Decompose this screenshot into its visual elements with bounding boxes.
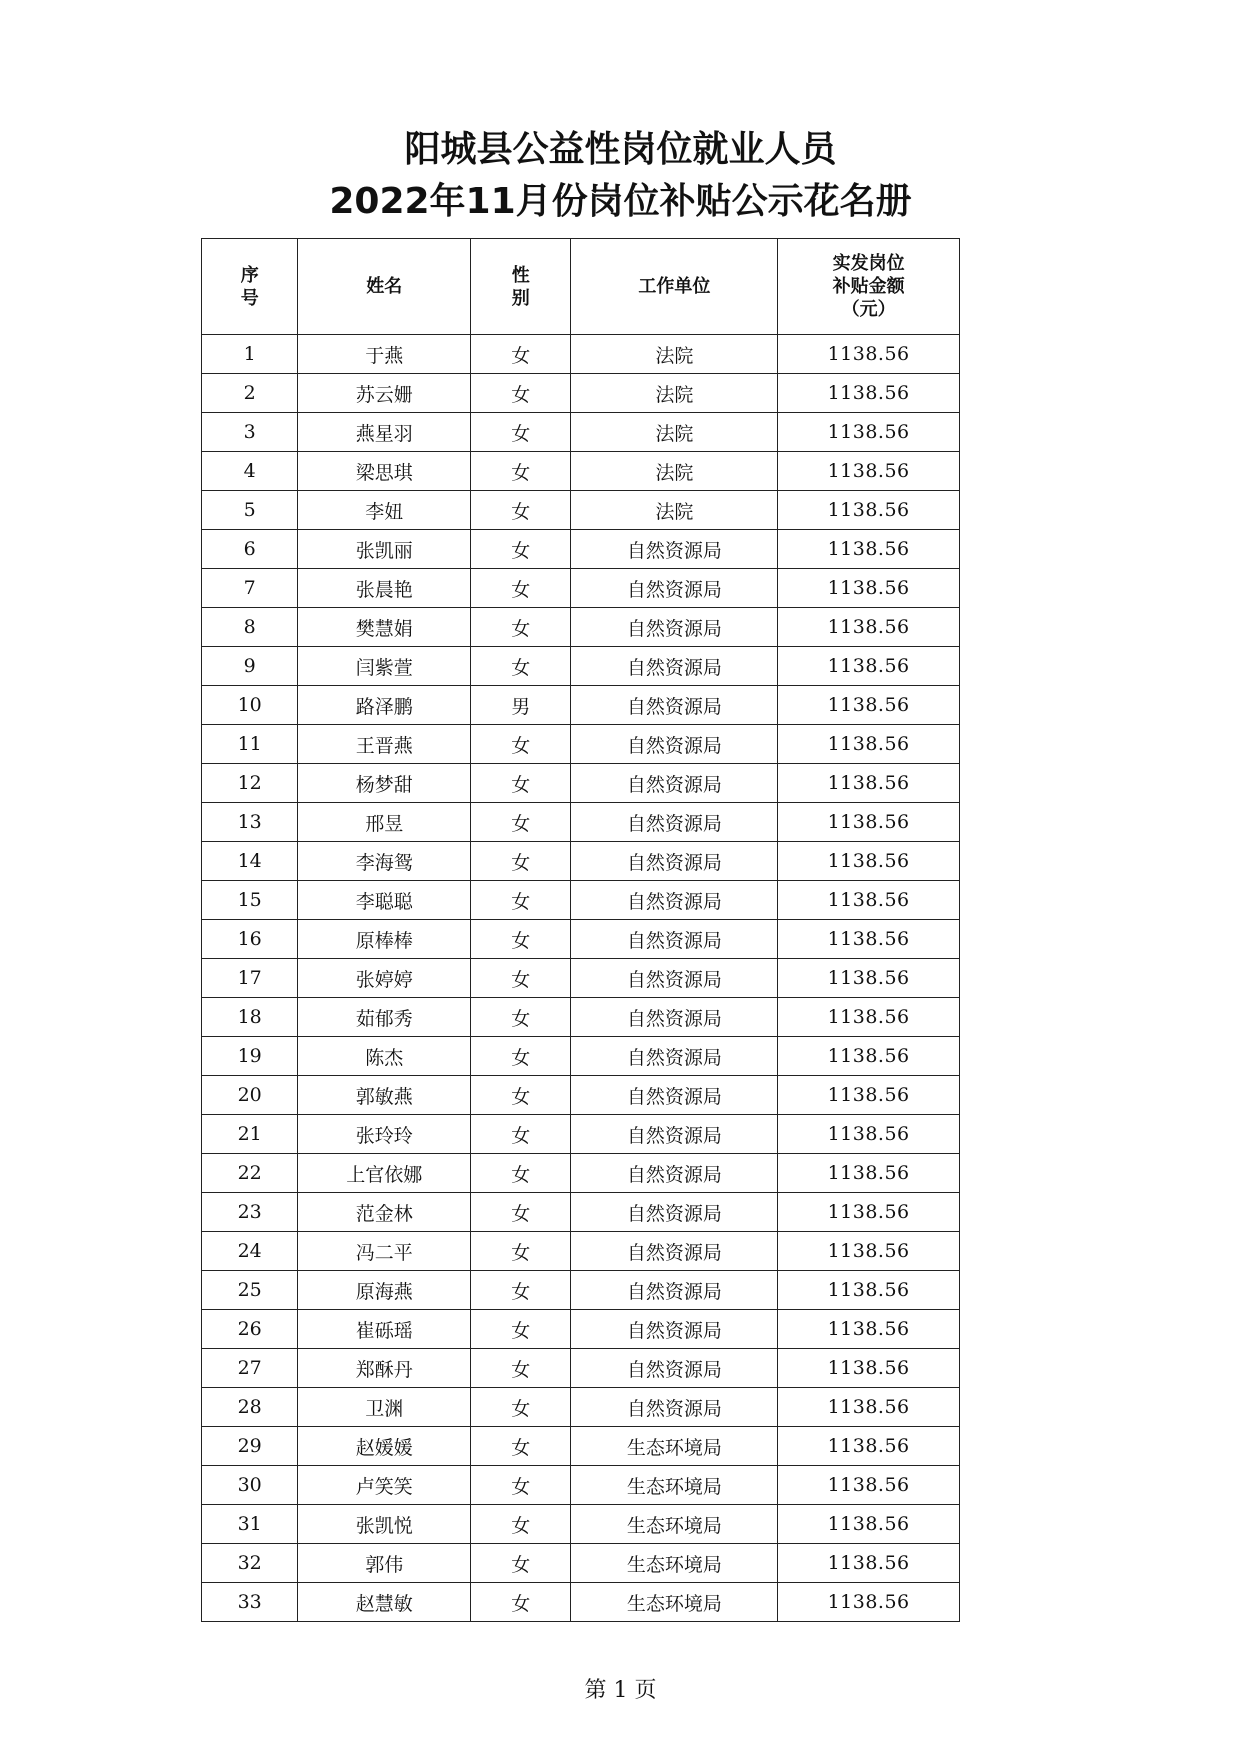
cell-amount: 1138.56: [778, 1349, 960, 1388]
cell-amount: 1138.56: [778, 686, 960, 725]
table-row: [202, 1154, 960, 1193]
table-row: [202, 998, 960, 1037]
cell-unit: 自然资源局: [571, 725, 778, 764]
cell-no: 5: [202, 491, 298, 530]
table-row: [202, 803, 960, 842]
table-row: [202, 842, 960, 881]
cell-amount: 1138.56: [778, 881, 960, 920]
cell-sex: 女: [471, 1232, 571, 1271]
cell-name: 郭伟: [298, 1544, 471, 1583]
cell-sex: 女: [471, 413, 571, 452]
cell-amount: 1138.56: [778, 569, 960, 608]
cell-no: 12: [202, 764, 298, 803]
cell-sex: 女: [471, 1427, 571, 1466]
cell-no: 6: [202, 530, 298, 569]
cell-name: 杨梦甜: [298, 764, 471, 803]
cell-amount: 1138.56: [778, 1115, 960, 1154]
cell-no: 23: [202, 1193, 298, 1232]
cell-unit: 自然资源局: [571, 1076, 778, 1115]
cell-name: 路泽鹏: [298, 686, 471, 725]
cell-sex: 女: [471, 1544, 571, 1583]
cell-amount: 1138.56: [778, 491, 960, 530]
cell-no: 11: [202, 725, 298, 764]
table-row: [202, 1544, 960, 1583]
cell-unit: 生态环境局: [571, 1466, 778, 1505]
cell-sex: 女: [471, 1349, 571, 1388]
table-row: [202, 569, 960, 608]
cell-name: 李聪聪: [298, 881, 471, 920]
cell-no: 19: [202, 1037, 298, 1076]
table-row: [202, 1427, 960, 1466]
cell-sex: 女: [471, 998, 571, 1037]
cell-amount: 1138.56: [778, 1388, 960, 1427]
cell-name: 张凯丽: [298, 530, 471, 569]
cell-unit: 自然资源局: [571, 998, 778, 1037]
header-row: [202, 239, 960, 335]
cell-unit: 自然资源局: [571, 530, 778, 569]
cell-sex: 女: [471, 1037, 571, 1076]
cell-name: 于燕: [298, 335, 471, 374]
cell-name: 崔砾瑶: [298, 1310, 471, 1349]
table-row: [202, 1115, 960, 1154]
cell-sex: 女: [471, 1271, 571, 1310]
roster-table: [201, 238, 960, 1622]
cell-sex: 女: [471, 1310, 571, 1349]
cell-sex: 女: [471, 764, 571, 803]
cell-sex: 女: [471, 803, 571, 842]
cell-no: 9: [202, 647, 298, 686]
cell-no: 3: [202, 413, 298, 452]
table-row: [202, 1583, 960, 1622]
cell-name: 闫紫萱: [298, 647, 471, 686]
cell-amount: 1138.56: [778, 1583, 960, 1622]
cell-unit: 生态环境局: [571, 1427, 778, 1466]
cell-unit: 自然资源局: [571, 1271, 778, 1310]
table-row: [202, 491, 960, 530]
cell-sex: 女: [471, 1076, 571, 1115]
cell-no: 1: [202, 335, 298, 374]
cell-no: 21: [202, 1115, 298, 1154]
cell-amount: 1138.56: [778, 374, 960, 413]
cell-no: 10: [202, 686, 298, 725]
table-row: [202, 374, 960, 413]
table-row: [202, 335, 960, 374]
cell-sex: 女: [471, 1466, 571, 1505]
cell-unit: 自然资源局: [571, 1232, 778, 1271]
cell-no: 13: [202, 803, 298, 842]
cell-unit: 生态环境局: [571, 1583, 778, 1622]
cell-no: 18: [202, 998, 298, 1037]
cell-amount: 1138.56: [778, 803, 960, 842]
cell-name: 茹郁秀: [298, 998, 471, 1037]
cell-unit: 自然资源局: [571, 881, 778, 920]
cell-no: 2: [202, 374, 298, 413]
cell-name: 张凯悦: [298, 1505, 471, 1544]
cell-amount: 1138.56: [778, 608, 960, 647]
cell-unit: 自然资源局: [571, 1193, 778, 1232]
cell-amount: 1138.56: [778, 335, 960, 374]
cell-amount: 1138.56: [778, 413, 960, 452]
cell-name: 樊慧娟: [298, 608, 471, 647]
cell-no: 22: [202, 1154, 298, 1193]
cell-unit: 自然资源局: [571, 1349, 778, 1388]
table-row: [202, 1388, 960, 1427]
cell-no: 16: [202, 920, 298, 959]
cell-amount: 1138.56: [778, 1310, 960, 1349]
cell-no: 31: [202, 1505, 298, 1544]
table-row: [202, 920, 960, 959]
table-row: [202, 1349, 960, 1388]
table-row: [202, 608, 960, 647]
cell-name: 卢笑笑: [298, 1466, 471, 1505]
header-unit: 工作单位: [571, 239, 778, 335]
table-row: [202, 413, 960, 452]
table-row: [202, 1076, 960, 1115]
table-row: [202, 1193, 960, 1232]
cell-no: 8: [202, 608, 298, 647]
cell-amount: 1138.56: [778, 647, 960, 686]
cell-sex: 女: [471, 569, 571, 608]
cell-no: 7: [202, 569, 298, 608]
cell-sex: 女: [471, 1154, 571, 1193]
cell-sex: 女: [471, 881, 571, 920]
cell-sex: 女: [471, 1115, 571, 1154]
cell-unit: 自然资源局: [571, 569, 778, 608]
cell-amount: 1138.56: [778, 1466, 960, 1505]
cell-name: 赵慧敏: [298, 1583, 471, 1622]
cell-sex: 女: [471, 608, 571, 647]
cell-name: 冯二平: [298, 1232, 471, 1271]
cell-sex: 女: [471, 530, 571, 569]
cell-unit: 法院: [571, 413, 778, 452]
cell-no: 29: [202, 1427, 298, 1466]
cell-unit: 自然资源局: [571, 764, 778, 803]
cell-sex: 女: [471, 1583, 571, 1622]
cell-amount: 1138.56: [778, 530, 960, 569]
table-row: [202, 1505, 960, 1544]
cell-amount: 1138.56: [778, 1544, 960, 1583]
cell-no: 15: [202, 881, 298, 920]
cell-unit: 自然资源局: [571, 920, 778, 959]
cell-sex: 女: [471, 725, 571, 764]
table-row: [202, 881, 960, 920]
cell-name: 上官依娜: [298, 1154, 471, 1193]
cell-amount: 1138.56: [778, 842, 960, 881]
table-row: [202, 1037, 960, 1076]
cell-name: 李妞: [298, 491, 471, 530]
cell-unit: 法院: [571, 452, 778, 491]
table-row: [202, 764, 960, 803]
cell-amount: 1138.56: [778, 1037, 960, 1076]
table-row: [202, 1271, 960, 1310]
cell-amount: 1138.56: [778, 452, 960, 491]
cell-amount: 1138.56: [778, 1271, 960, 1310]
cell-no: 28: [202, 1388, 298, 1427]
cell-unit: 法院: [571, 335, 778, 374]
cell-sex: 女: [471, 1505, 571, 1544]
cell-no: 25: [202, 1271, 298, 1310]
cell-name: 赵媛媛: [298, 1427, 471, 1466]
cell-amount: 1138.56: [778, 1505, 960, 1544]
table-row: [202, 452, 960, 491]
cell-name: 邢昱: [298, 803, 471, 842]
cell-name: 张晨艳: [298, 569, 471, 608]
page-title-line-2: 2022年11月份岗位补贴公示花名册: [329, 181, 912, 222]
cell-name: 燕星羽: [298, 413, 471, 452]
table-row: [202, 686, 960, 725]
cell-sex: 女: [471, 374, 571, 413]
cell-no: 20: [202, 1076, 298, 1115]
cell-name: 陈杰: [298, 1037, 471, 1076]
cell-no: 26: [202, 1310, 298, 1349]
cell-name: 张婷婷: [298, 959, 471, 998]
cell-amount: 1138.56: [778, 1154, 960, 1193]
table-row: [202, 530, 960, 569]
cell-unit: 生态环境局: [571, 1544, 778, 1583]
page-number: 第 1 页: [584, 1678, 657, 1703]
cell-sex: 女: [471, 959, 571, 998]
table-row: [202, 647, 960, 686]
cell-sex: 女: [471, 335, 571, 374]
cell-no: 33: [202, 1583, 298, 1622]
cell-sex: 女: [471, 1388, 571, 1427]
cell-no: 17: [202, 959, 298, 998]
cell-unit: 自然资源局: [571, 647, 778, 686]
cell-no: 14: [202, 842, 298, 881]
header-name: 姓名: [298, 239, 471, 335]
cell-unit: 自然资源局: [571, 842, 778, 881]
page-title-line-1: 阳城县公益性岗位就业人员: [404, 129, 837, 170]
cell-name: 郑酥丹: [298, 1349, 471, 1388]
cell-name: 卫渊: [298, 1388, 471, 1427]
cell-name: 张玲玲: [298, 1115, 471, 1154]
cell-no: 4: [202, 452, 298, 491]
cell-unit: 自然资源局: [571, 1037, 778, 1076]
cell-name: 王晋燕: [298, 725, 471, 764]
cell-sex: 女: [471, 491, 571, 530]
cell-amount: 1138.56: [778, 920, 960, 959]
cell-amount: 1138.56: [778, 725, 960, 764]
header-no: 序 号: [202, 239, 298, 335]
cell-unit: 自然资源局: [571, 1310, 778, 1349]
cell-sex: 女: [471, 1193, 571, 1232]
cell-amount: 1138.56: [778, 764, 960, 803]
cell-unit: 自然资源局: [571, 1154, 778, 1193]
cell-name: 原棒棒: [298, 920, 471, 959]
table-row: [202, 959, 960, 998]
cell-no: 32: [202, 1544, 298, 1583]
cell-unit: 法院: [571, 374, 778, 413]
cell-name: 梁思琪: [298, 452, 471, 491]
cell-unit: 自然资源局: [571, 1388, 778, 1427]
cell-name: 郭敏燕: [298, 1076, 471, 1115]
cell-sex: 女: [471, 842, 571, 881]
cell-amount: 1138.56: [778, 1193, 960, 1232]
cell-amount: 1138.56: [778, 998, 960, 1037]
cell-amount: 1138.56: [778, 959, 960, 998]
cell-amount: 1138.56: [778, 1232, 960, 1271]
table-row: [202, 1466, 960, 1505]
header-sex: 性 别: [471, 239, 571, 335]
table-row: [202, 1232, 960, 1271]
cell-unit: 法院: [571, 491, 778, 530]
cell-amount: 1138.56: [778, 1427, 960, 1466]
cell-sex: 女: [471, 647, 571, 686]
cell-unit: 生态环境局: [571, 1505, 778, 1544]
cell-name: 范金林: [298, 1193, 471, 1232]
cell-no: 30: [202, 1466, 298, 1505]
table-row: [202, 725, 960, 764]
header-amount: 实发岗位 补贴金额 （元）: [778, 239, 960, 335]
cell-no: 27: [202, 1349, 298, 1388]
table-row: [202, 1310, 960, 1349]
cell-name: 原海燕: [298, 1271, 471, 1310]
cell-unit: 自然资源局: [571, 1115, 778, 1154]
cell-sex: 女: [471, 452, 571, 491]
cell-name: 李海鸳: [298, 842, 471, 881]
cell-sex: 女: [471, 920, 571, 959]
cell-unit: 自然资源局: [571, 803, 778, 842]
cell-amount: 1138.56: [778, 1076, 960, 1115]
cell-unit: 自然资源局: [571, 959, 778, 998]
cell-sex: 男: [471, 686, 571, 725]
cell-name: 苏云姗: [298, 374, 471, 413]
cell-no: 24: [202, 1232, 298, 1271]
cell-unit: 自然资源局: [571, 608, 778, 647]
cell-unit: 自然资源局: [571, 686, 778, 725]
